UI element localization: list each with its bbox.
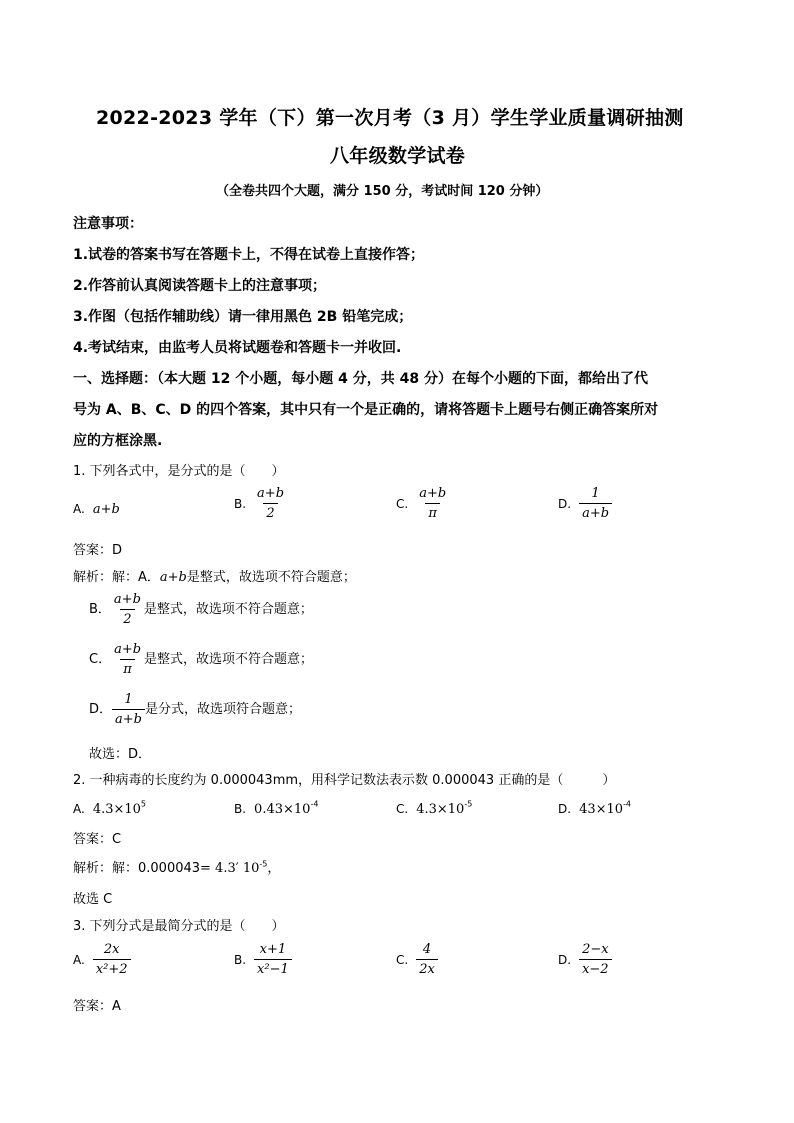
- analysis-label: C．: [89, 652, 112, 667]
- option-label: B.: [234, 497, 247, 511]
- option-label: A.: [73, 502, 85, 516]
- exam-subtitle: （全卷共四个大题，满分 150 分，考试时间 120 分钟）: [216, 184, 549, 199]
- option-a: [73, 798, 146, 817]
- analysis-line: [89, 642, 313, 677]
- analysis-line: [73, 566, 356, 585]
- numerator: a+b: [419, 486, 447, 501]
- option-label: B.: [234, 953, 247, 967]
- denominator: π: [425, 503, 440, 521]
- analysis-prefix: 解析：解：A．: [73, 570, 160, 585]
- fraction: [93, 942, 131, 977]
- option-expression: 4.3×10: [92, 802, 141, 817]
- notice-item: 3.作图（包括作辅助线）请一律用黑色 2B 铅笔完成；: [73, 309, 413, 325]
- option-c: [396, 942, 438, 977]
- analysis-line: [89, 592, 313, 627]
- analysis-text: 是整式，故选项不符合题意；: [186, 570, 356, 585]
- notice-item: 2.作答前认真阅读答题卡上的注意事项；: [73, 278, 327, 294]
- denominator: a+b: [112, 709, 145, 727]
- analysis-label: D．: [89, 702, 113, 717]
- exponent: 5: [140, 799, 147, 809]
- analysis-text: 是分式，故选项符合题意；: [144, 702, 301, 717]
- option-d: [558, 798, 631, 817]
- option-d: [558, 942, 612, 977]
- option-d: [558, 486, 612, 521]
- numerator: a+b: [257, 486, 285, 501]
- fraction: [112, 692, 145, 727]
- analysis-text: 是整式，故选项不符合题意；: [143, 602, 313, 617]
- denominator: a+b: [579, 503, 612, 521]
- denominator: 2x: [416, 959, 438, 977]
- fraction: [416, 942, 438, 977]
- fraction: [111, 592, 144, 627]
- option-label: A.: [73, 802, 85, 816]
- fraction: [254, 486, 287, 521]
- option-expression: 43×10: [579, 802, 624, 817]
- option-label: C.: [396, 802, 409, 816]
- numerator: a+b: [113, 592, 141, 607]
- answer-line: 答案：A: [73, 999, 121, 1014]
- option-label: A.: [73, 953, 85, 967]
- fraction: [111, 642, 144, 677]
- analysis-line: [89, 692, 301, 727]
- option-expression: 4.3×10: [416, 802, 465, 817]
- page-title-line2: 八年级数学试卷: [330, 145, 466, 167]
- fraction: [579, 942, 612, 977]
- page-title-line1: 2022-2023 学年（下）第一次月考（3 月）学生学业质量调研抽测: [96, 107, 684, 129]
- option-expression: 0.43×10: [254, 802, 311, 817]
- analysis-expression: = 4.3′ 10: [200, 861, 260, 876]
- denominator: 2: [263, 503, 277, 521]
- option-a: [73, 498, 120, 517]
- denominator: x−2: [579, 959, 612, 977]
- option-b: [234, 798, 318, 817]
- denominator: π: [120, 659, 135, 677]
- option-c: [396, 486, 449, 521]
- numerator: a+b: [114, 642, 142, 657]
- option-label: C.: [396, 497, 409, 511]
- exponent: -5: [464, 799, 473, 809]
- analysis-suffix: ，: [267, 861, 281, 876]
- option-b: [234, 942, 292, 977]
- numerator: 1: [124, 692, 133, 707]
- numerator: 2−x: [582, 942, 609, 957]
- option-expression: a+b: [92, 502, 120, 517]
- analysis-prefix: 解析：解：0.000043: [73, 861, 201, 876]
- section-intro-line: 应的方框涂黑.: [73, 433, 163, 449]
- denominator: 2: [120, 609, 134, 627]
- conclusion-line: 故选：D．: [89, 747, 152, 762]
- option-b: [234, 486, 287, 521]
- section-intro-line: 一、选择题：（本大题 12 个小题，每小题 4 分，共 48 分）在每个小题的下面，都给出了代: [73, 371, 648, 387]
- answer-line: 答案：D: [73, 543, 123, 558]
- fraction: [416, 486, 449, 521]
- numerator: x+1: [259, 942, 287, 957]
- fraction: [254, 942, 292, 977]
- notice-item: 4.考试结束，由监考人员将试题卷和答题卡一并收回.: [73, 340, 402, 356]
- exponent: -4: [623, 799, 632, 809]
- analysis-label: B．: [89, 602, 111, 617]
- numerator: 1: [591, 486, 600, 501]
- analysis-text: 是整式，故选项不符合题意；: [144, 652, 314, 667]
- analysis-line: [73, 857, 280, 876]
- option-label: D.: [558, 802, 572, 816]
- notice-heading: 注意事项：: [73, 216, 143, 232]
- numerator: 4: [422, 942, 432, 957]
- option-label: D.: [558, 497, 572, 511]
- conclusion-line: 故选 C: [73, 892, 113, 907]
- question-stem: 3. 下列分式是最简分式的是（ ）: [73, 919, 285, 934]
- section-intro-line: 号为 A、B、C、D 的四个答案，其中只有一个是正确的，请将答题卡上题号右侧正确答案所对: [73, 402, 659, 418]
- fraction: [579, 486, 612, 521]
- notice-item: 1.试卷的答案书写在答题卡上，不得在试卷上直接作答；: [73, 247, 425, 263]
- option-label: C.: [396, 953, 409, 967]
- answer-line: 答案：C: [73, 832, 122, 847]
- option-c: [396, 798, 472, 817]
- analysis-expression: a+b: [159, 570, 187, 585]
- numerator: 2x: [103, 942, 120, 957]
- question-stem: 1. 下列各式中，是分式的是（ ）: [73, 464, 285, 479]
- option-a: [73, 942, 131, 977]
- exponent: -5: [259, 859, 268, 869]
- option-label: B.: [234, 802, 247, 816]
- denominator: x²+2: [93, 959, 131, 977]
- question-stem: 2. 一种病毒的长度约为 0.000043mm，用科学记数法表示数 0.000043 正确的是（ ）: [73, 773, 616, 788]
- denominator: x²−1: [254, 959, 292, 977]
- exponent: -4: [310, 799, 319, 809]
- option-label: D.: [558, 953, 572, 967]
